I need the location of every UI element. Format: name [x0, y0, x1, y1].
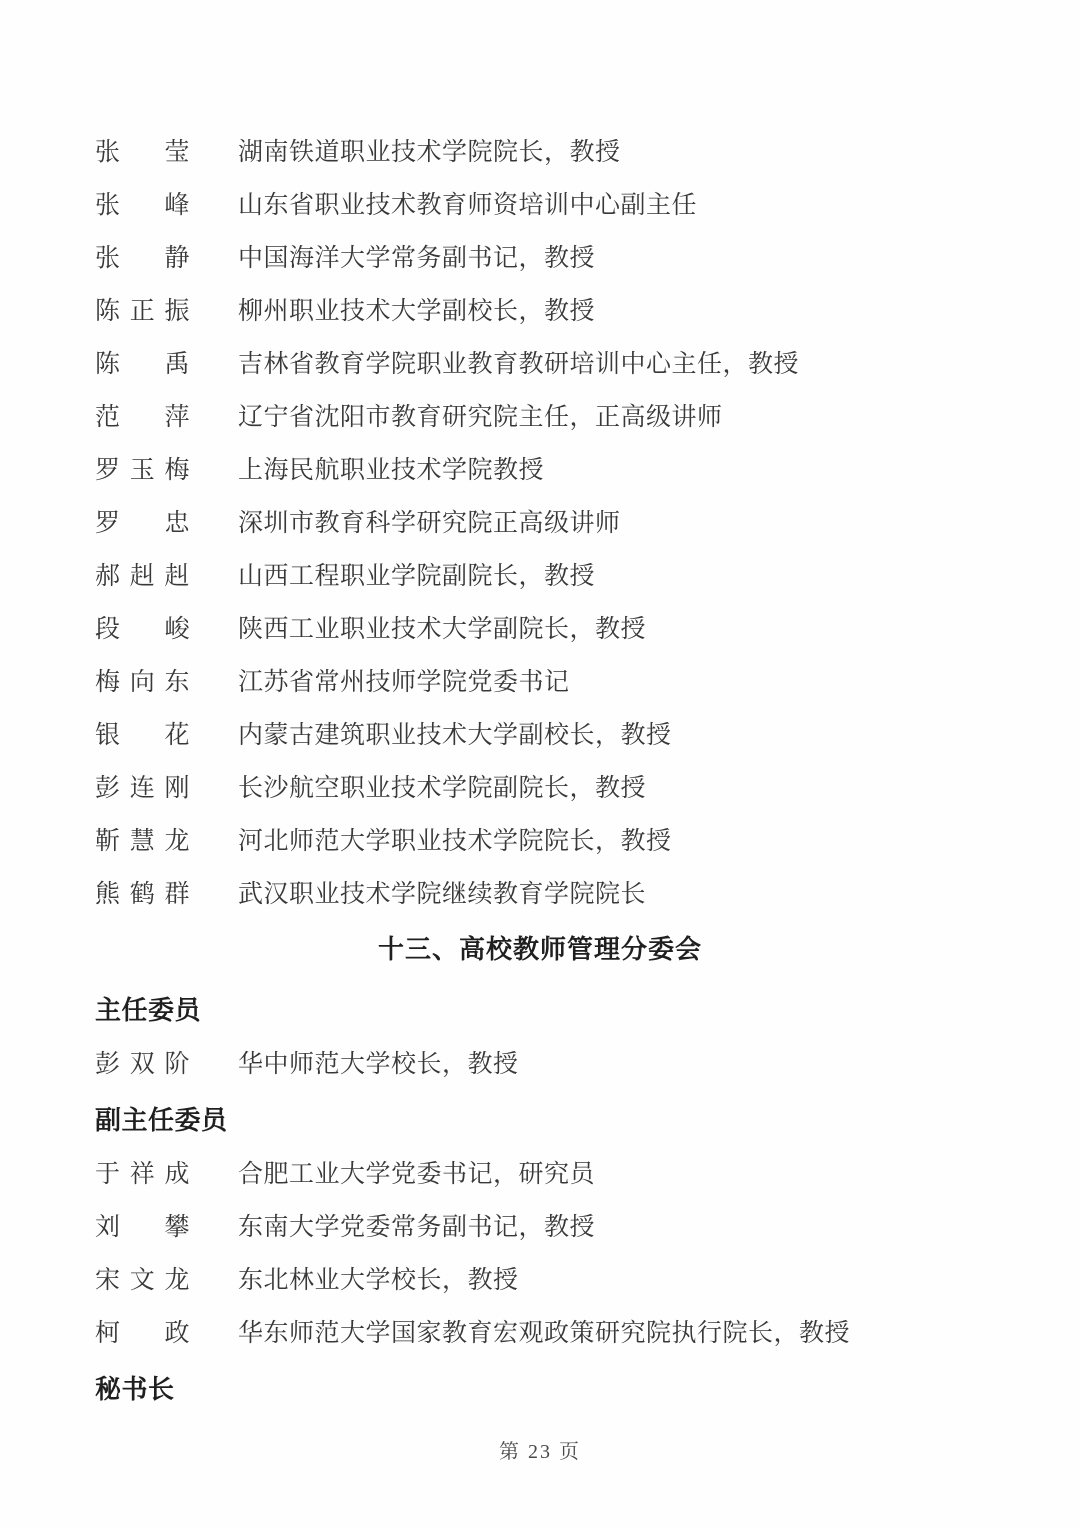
member-name: 陈 正 振: [95, 297, 190, 325]
subsection-title: 秘书长: [95, 1374, 175, 1404]
member-affiliation: 上海民航职业技术学院教授: [238, 456, 545, 484]
subsection: [0, 982, 1080, 1088]
member-affiliation: 河北师范大学职业技术学院院长，教授: [238, 827, 672, 855]
member-affiliation: 合肥工业大学党委书记，研究员: [238, 1160, 596, 1188]
member-row: [0, 812, 1080, 865]
member-name: 彭 连 刚: [95, 774, 190, 802]
member-row: [0, 282, 1080, 335]
subsection-member-list: [0, 1145, 1080, 1357]
subsection: [0, 1361, 1080, 1414]
subsection-member-list: [0, 1035, 1080, 1088]
member-affiliation: 陕西工业职业技术大学副院长，教授: [238, 615, 647, 643]
member-row: [0, 600, 1080, 653]
member-name: 段 峻: [95, 615, 190, 643]
member-affiliation: 江苏省常州技师学院党委书记: [238, 668, 570, 696]
section-heading: 十三、高校教师管理分委会: [377, 934, 702, 964]
member-row: [0, 176, 1080, 229]
member-name: 梅 向 东: [95, 668, 190, 696]
member-affiliation: 山西工程职业学院副院长，教授: [238, 562, 596, 590]
member-affiliation: 武汉职业技术学院继续教育学院院长: [238, 880, 647, 908]
member-affiliation: 中国海洋大学常务副书记，教授: [238, 244, 596, 272]
member-affiliation: 东南大学党委常务副书记，教授: [238, 1213, 596, 1241]
subsection-title: 副主任委员: [95, 1105, 228, 1135]
subsection-title: 主任委员: [95, 995, 202, 1025]
member-row: [0, 123, 1080, 176]
member-name: 罗 玉 梅: [95, 456, 190, 484]
subsection: [0, 1092, 1080, 1357]
member-row: [0, 706, 1080, 759]
member-name: 柯 政: [95, 1319, 190, 1347]
member-affiliation: 深圳市教育科学研究院正高级讲师: [238, 509, 621, 537]
member-affiliation: 山东省职业技术教育师资培训中心副主任: [238, 191, 698, 219]
member-name: 银 花: [95, 721, 190, 749]
member-name: 张 静: [95, 244, 190, 272]
member-affiliation: 湖南铁道职业技术学院院长，教授: [238, 138, 621, 166]
member-row: [0, 441, 1080, 494]
member-row: [0, 759, 1080, 812]
member-row: [0, 229, 1080, 282]
member-name: 张 峰: [95, 191, 190, 219]
member-name: 宋 文 龙: [95, 1266, 190, 1294]
member-name: 郝 赳 赳: [95, 562, 190, 590]
member-row: [0, 653, 1080, 706]
subsections: [0, 982, 1080, 1414]
member-row: [0, 494, 1080, 547]
member-row: [0, 1035, 1080, 1088]
member-affiliation: 华东师范大学国家教育宏观政策研究院执行院长，教授: [238, 1319, 851, 1347]
member-row: [0, 388, 1080, 441]
member-row: [0, 1198, 1080, 1251]
member-name: 彭 双 阶: [95, 1050, 190, 1078]
member-affiliation: 吉林省教育学院职业教育教研培训中心主任，教授: [238, 350, 800, 378]
member-row: [0, 1304, 1080, 1357]
member-affiliation: 长沙航空职业技术学院副院长，教授: [238, 774, 647, 802]
member-row: [0, 1145, 1080, 1198]
member-name: 刘 攀: [95, 1213, 190, 1241]
member-name: 陈 禹: [95, 350, 190, 378]
member-row: [0, 547, 1080, 600]
member-row: [0, 865, 1080, 918]
page-number: 第 23 页: [499, 1441, 581, 1463]
member-name: 于 祥 成: [95, 1160, 190, 1188]
member-row: [0, 1251, 1080, 1304]
member-name: 靳 慧 龙: [95, 827, 190, 855]
member-name: 罗 忠: [95, 509, 190, 537]
member-name: 范 萍: [95, 403, 190, 431]
member-affiliation: 东北林业大学校长，教授: [238, 1266, 519, 1294]
member-row: [0, 335, 1080, 388]
member-affiliation: 内蒙古建筑职业技术大学副校长，教授: [238, 721, 672, 749]
member-name: 熊 鹤 群: [95, 880, 190, 908]
member-affiliation: 辽宁省沈阳市教育研究院主任，正高级讲师: [238, 403, 723, 431]
member-affiliation: 柳州职业技术大学副校长，教授: [238, 297, 596, 325]
member-name: 张 莹: [95, 138, 190, 166]
member-affiliation: 华中师范大学校长，教授: [238, 1050, 519, 1078]
